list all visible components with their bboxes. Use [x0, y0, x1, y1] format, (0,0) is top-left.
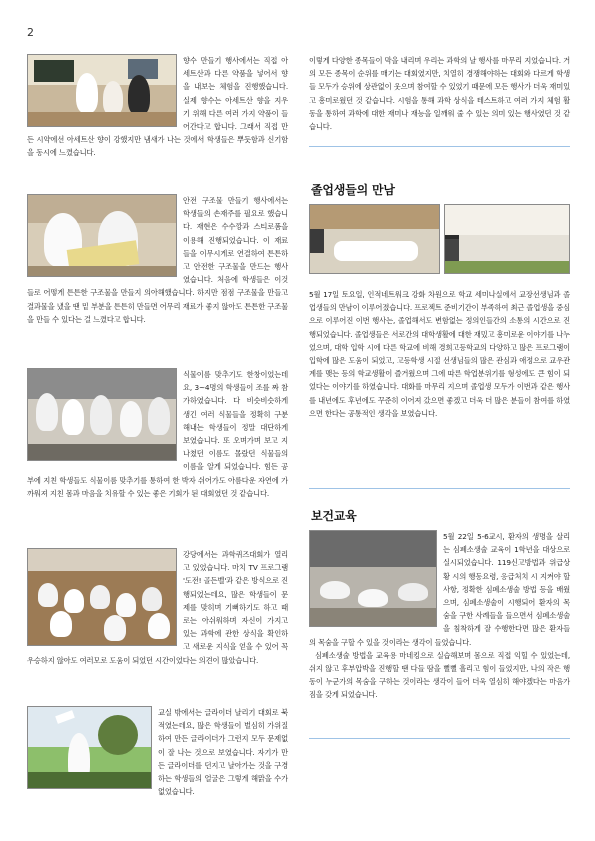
plant-quiz-photo: [27, 368, 177, 461]
article-health: [309, 530, 570, 730]
article-structure: [27, 194, 288, 362]
intro-text: 이렇게 다양한 종목들이 막을 내리며 우리는 과학의 날 행사를 마무리 지었습니다. 거의 모든 종목이 순위를 매기는 대회였지만, 치열히 경쟁해야하는 대회와 다르게 학생들 모두가 승위에 상관없이 웃으며 참여할 수 있었기 때문에 모든 행사가 더욱 재미있고 흥미로웠던 것 같습니다. 시험을 통해 과학 상식을 테스트하고 여러 가지 체험 활동을 통하여 과학에 대한 재미나 재능을 일깨워 줄 수 있는 의미 있는 행사였던 것 같습니다.: [309, 56, 570, 132]
cpr-training-photo: [309, 530, 437, 627]
graduates-text: 5월 17일 토요일, 인적네트워크 강화 차원으로 학교 세미나실에서 교장선생님과 졸업생들의 만남이 이루어졌습니다. 프로젝트 준비기간이 부족하여 최근 졸업생을 중심으로 이루어진 이번 행사는, 졸업해서도 변함없는 정의인들간의 소통의 시간으로 진행되었습니다. 졸업생들은 서로간의 대학생활에 대한 재밌고 흥미로운 이야기를 나누었으며, 대학 입학 시에 다른 학교에 비해 경희고등학교의 다양하고 많은 프로그램이 입학에 많은 도움이 되었고, 고등학생 시절 선생님들의 많은 관심과 애정으로 교우관계를 맺는 등의 학교생활이 즐거웠으며 그에 따른 학업분위기를 형성에도 큰 힘이 되었다는 이야기를 하였습니다. 대화를 마무리 지으며 졸업생 모두가 이번과 같은 행사를 내년에도 후년에도 꾸준히 이어져 갔으면 좋겠고 더욱 더 많은 분들이 참여를 하였으면 한다는 공통적인 생각을 보였습니다.: [309, 290, 570, 418]
section-heading: 보건교육: [311, 509, 357, 523]
article-graduates: [309, 288, 570, 488]
article-plants: [27, 368, 288, 536]
section-health: [309, 507, 570, 730]
classroom-experiment-photo: [27, 54, 177, 127]
section-graduates: [309, 181, 570, 488]
article-text: 교실 밖에서는 글라이더 날리기 대회로 북적였는데요, 많은 학생들이 벌심히 가위질 하여 만든 글라이더가 그런지 모두 문제없이 잘 나는 것으로 보였습니다. 자기가 만든 글라이더를 던지고 날아가는 것을 구경하는 학생들의 얼굴은 그렇게 해맑을 수가 없었습니다.: [158, 708, 288, 797]
section-divider: [309, 146, 570, 147]
section-divider: [309, 738, 570, 739]
article-text: 강당에서는 과학퀴즈대회가 열리고 있었습니다. 마치 TV 프로그램 '도전! 골든벨'과 같은 방식으로 진행되었는데요, 많은 학생들이 문제를 맞히며 기뻐하기도 하고 때로는 아쉬워하며 자신이 가지고 있는 과학에 관한 상식을 확인하고 새로운 지식을 얻을 수 있어 꼭 우승하지 않아도 여러모로 도움이 되었던 시간이었다는 의견이 많았습니다.: [27, 550, 288, 665]
health-text: 5월 22일 5-6교시, 환자의 생명을 살리는 심폐소생술 교육이 1학년을 대상으로 실시되었습니다. 119신고방법과 위급상황 시의 행동요령, 응급처치 시 지켜야 할 사항, 정확한 심폐소생술 방법 등을 배웠으며, 심폐소생술이 시행되어 환자의 목숨을 구한 사례들을 들으면서 심폐소생술을 침착하게 잘 수행한다면 많은 환자들의 목숨을 구할 수 있을 것이라는 생각이 들었습니다.: [309, 532, 570, 647]
left-column: [27, 54, 288, 810]
group-photo: [444, 204, 570, 274]
health-text-2: 심폐소생술 방법을 교육용 마네킹으로 실습해보며 몸으로 직접 익힐 수 있었는데, 쉬지 않고 후부압박을 진행할 땐 다들 땀을 뻘뻘 흘리고 힘이 들었지만, 나의 작은 행동이 누군가의 목숨을 구하는 것이라는 생각이 들어 더욱 열심히 해야겠다는 마음가짐을 갖게 되었습니다.: [309, 650, 570, 700]
article-text: 향수 만들기 행사에서는 직접 아세트산과 다른 약품을 넣어서 향을 내보는 체험을 진행했습니다. 실제 향수는 아세트산 향을 지우기 위해 다른 여러 가지 약품이 들어간다고 합니다. 그래서 직접 만든 시약에선 아세트산 향이 강했지만 냄새가 나는 것에서 학생들은 뿌듯함과 신기함을 동시에 느꼈습니다.: [27, 56, 288, 158]
article-text: 식물이름 맞추기도 한창이었는데요, 3~4명의 학생들이 조를 짜 참가하였습니다. 다 비슷비슷하게 생긴 여러 식물들을 정확히 구분해내는 학생들이 정말 대단하게 보였습니다. 또 오며가며 보고 지나쳤던 이름도 몰랐던 식물들의 이름을 알게 되었습니다. 힘든 공부에 지친 학생들도 식물이름 맞추기를 통하여 한 박자 쉬어가도 아름다운 자연에 가까워져 지친 몸과 마음을 치유할 수 있는 좋은 기회가 된 대회였던 것 같습니다.: [27, 370, 288, 498]
seminar-room-photo: [309, 204, 440, 274]
article-perfume: [27, 54, 288, 186]
section-divider: [309, 488, 570, 489]
right-column: [309, 54, 570, 739]
structure-building-photo: [27, 194, 177, 277]
glider-outdoor-photo: [27, 706, 152, 789]
auditorium-quiz-photo: [27, 548, 177, 646]
section-heading: 졸업생들의 만남: [311, 183, 395, 197]
article-text: 안전 구조물 만들기 행사에서는 학생들의 손재주를 필요로 했습니다. 재현은 수수깡과 스티로폼을 이용해 진행되었습니다. 이 재료들을 이무시게로 연결하여 튼튼하고 안전한 구조물을 만드는 행사였습니다. 처음에 학생들은 이것들로 어떻게 튼튼한 구조물을 만들지 의아해했습니다. 하지만 점점 구조물을 만들고 결과물을 냈을 땐 밑 부분을 튼튼히 만들면 어무리 재료가 좋지 않아도 튼튼한 구조물을 만들 수 있다는 걸 느꼈다고 합니다.: [27, 196, 288, 324]
article-glider: [27, 706, 288, 810]
page-number: 2: [27, 26, 34, 39]
article-quiz: [27, 548, 288, 694]
article-intro: [309, 54, 570, 146]
